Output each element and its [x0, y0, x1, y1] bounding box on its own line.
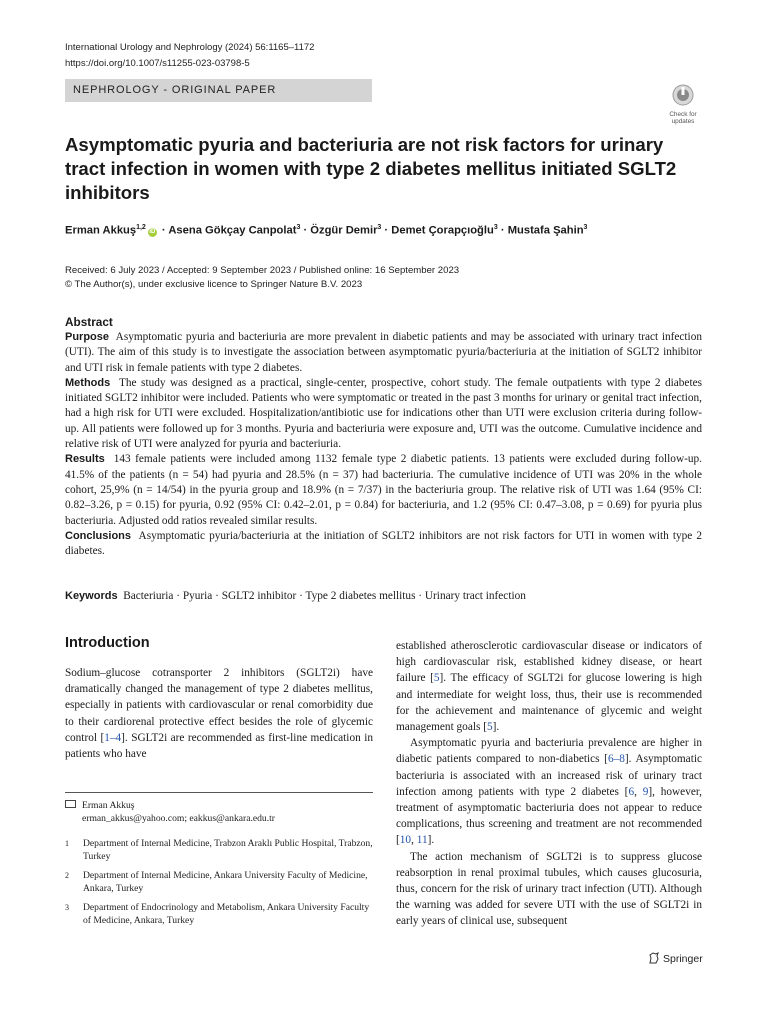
conclusions-label: Conclusions	[65, 529, 132, 542]
body-text: ,	[634, 785, 643, 798]
citation-link[interactable]: 6–8	[607, 753, 625, 766]
section-heading-introduction: Introduction	[65, 635, 150, 651]
conclusions-text: Asymptomatic pyuria/bacteriuria at the initiation of SGLT2 inhibitors are not risk factors for UTI in women with type 2 diabetes.	[65, 529, 702, 558]
purpose-label: Purpose	[65, 331, 110, 343]
body-paragraph	[396, 638, 702, 735]
corresponding-author-email[interactable]: erman_akkus@yahoo.com; eakkus@ankara.edu.tr	[82, 813, 275, 824]
corresponding-author	[65, 799, 373, 825]
springer-horse-icon	[648, 952, 660, 964]
author-name[interactable]: Erman Akkuş	[65, 224, 137, 237]
methods-text: The study was designed as a practical, single-center, prospective, cohort study. The female outpatients with type 2 diabetes initiated SGLT2 inhibitor were included. Patients who were symptomatic or treated in the past 3 months for urinary or genital tract infection, had a high risk for UTI were excluded. Hospitalization/antibiotic use for indications other than UTI were exclusion criteria during follow-up. All patients were followed up for 3 months. Pyuria and bacteriuria were exposure and, UTI was the outcome. Cumulative incidence and relative risk of UTI were analyzed for pyuria and bacteriuria.	[65, 376, 702, 451]
body-column-left	[65, 665, 373, 762]
keywords-text: Bacteriuria · Pyuria · SGLT2 inhibitor · Type 2 diabetes mellitus · Urinary tract infection	[123, 590, 526, 602]
author-affiliation-sup: 3	[377, 224, 382, 231]
body-text: ].	[492, 721, 500, 734]
author-affiliation-sup: 3	[296, 224, 301, 231]
results-text: 143 female patients were included among 1132 female type 2 diabetic patients. 13 patients were excluded during follow-up. 41.5% of the patients (n = 54) had pyuria and 28.5% (n = 37) had bacteriuria. The cumulative incidence of UTI was 20% in the whole cohort, 25,9% (n = 14/54) in the pyuria group and 18.9% (n = 7/37) in the bacteriuria group. The relative risk of UTI was 1.64 (95% CI: 0.82–3.26, p = 0.15) for pyuria, 0.92 (95% CI: 0.42–2.01, p = 0.84) for bacteriuria, and 1.2 (95% CI: 0.47–3.08, p = 0.69) for pyuria plus bacteriuria. Adjusted odd ratios revealed similar results.	[65, 453, 702, 527]
article-dates	[65, 264, 459, 292]
abstract-results	[65, 452, 702, 528]
citation-link[interactable]: 5	[486, 721, 493, 734]
journal-name: International Urology and Nephrology (2024) 56:1165–1172	[65, 42, 315, 53]
affiliation-2	[65, 869, 373, 895]
publisher-logo	[648, 952, 703, 965]
abstract-methods	[65, 376, 702, 452]
citation-link[interactable]: 1–4	[104, 731, 122, 744]
citation-link[interactable]: 10	[399, 834, 412, 847]
author-affiliation-sup: 3	[493, 224, 498, 231]
section-banner: NEPHROLOGY - ORIGINAL PAPER	[65, 79, 372, 102]
publication-history: Received: 6 July 2023 / Accepted: 9 September 2023 / Published online: 16 September 2023	[65, 265, 460, 276]
body-text: ]. The efficacy of SGLT2i for glucose lowering is high and intermediate for weight loss, thus, their use is recommended for the achievement and maintenance of glycemic and weight management goals [	[396, 672, 702, 734]
body-text: ], however, treatment of asymptomatic bacteriuria does not appear to reduce complications, thus screening and treatment are not recommended [	[396, 785, 702, 847]
body-text: ,	[411, 834, 417, 847]
author-list	[65, 224, 587, 237]
author-affiliation-sup: 3	[583, 224, 588, 231]
affiliation-number: 3	[65, 903, 69, 912]
body-text: established atherosclerotic cardiovascular disease or indicators of high cardiovascular risk, established kidney disease, or heart failure [	[396, 640, 702, 685]
abstract-conclusions	[65, 529, 702, 560]
body-column-right	[396, 638, 702, 930]
affiliation-text: Department of Internal Medicine, Trabzon Araklı Public Hospital, Trabzon, Turkey	[83, 838, 373, 862]
citation-link[interactable]: 11	[416, 834, 428, 847]
citation-link[interactable]: 9	[642, 785, 649, 798]
crossmark-label-1: Check for	[669, 111, 697, 118]
citation-link[interactable]: 6	[628, 785, 635, 798]
author-name[interactable]: · Mustafa Şahin	[497, 224, 584, 237]
abstract-heading: Abstract	[65, 315, 113, 329]
author-name[interactable]: · Özgür Demir	[300, 224, 378, 237]
abstract	[65, 314, 702, 559]
copyright-notice: © The Author(s), under exclusive licence to Springer Nature B.V. 2023	[65, 279, 363, 290]
publisher-name: Springer	[663, 953, 703, 965]
abstract-purpose	[65, 330, 702, 376]
affiliation-3	[65, 901, 373, 927]
affiliation-text: Department of Endocrinology and Metabolism, Ankara University Faculty of Medicine, Ankara, Turkey	[83, 902, 370, 926]
methods-label: Methods	[65, 376, 111, 389]
body-text: ]. Asymptomatic bacteriuria is associated with an increased risk of urinary tract infection among patients with type 2 diabetes [	[396, 753, 702, 798]
body-text: Sodium–glucose cotransporter 2 inhibitors (SGLT2i) have dramatically changed the management of type 2 diabetes mellitus, especially in patients with cardiovascular or renal comorbidity due to their cardiorenal protective effect besides the role of glycemic control [	[65, 667, 373, 744]
keywords	[65, 590, 702, 602]
orcid-icon[interactable]: iD	[149, 228, 156, 235]
purpose-text: Asymptomatic pyuria and bacteriuria are more prevalent in diabetic patients and may be associated with urinary tract infection (UTI). The aim of this study is to investigate the association between asymptomatic pyuria/bacteriuria at the initiation of SGLT2 inhibitor and UTI risk in female patients with type 2 diabetes.	[65, 331, 702, 374]
body-text: Asymptomatic pyuria and bacteriuria prevalence are higher in diabetic patients compared to non-diabetics [	[396, 737, 702, 766]
body-paragraph	[65, 665, 373, 762]
article-title: Asymptomatic pyuria and bacteriuria are not risk factors for urinary tract infection in women with type 2 diabetes mellitus initiated SGLT2 inhibitors	[65, 134, 677, 203]
affiliation-text: Department of Internal Medicine, Ankara University Faculty of Medicine, Ankara, Turkey	[83, 870, 368, 894]
crossmark-icon	[672, 84, 694, 106]
footnote-divider	[65, 792, 373, 793]
corresponding-author-name: Erman Akkuş	[82, 800, 135, 811]
body-text: ].	[427, 834, 435, 847]
author-name[interactable]: · Demet Çorapçıoğlu	[381, 224, 494, 237]
body-paragraph: The action mechanism of SGLT2i is to suppress glucose reabsorption in renal proximal tubules, which causes glucosuria, thus, concern for the risk of urinary tract infection (UTI). Although the warning was added for severe UTI with the use of SGLT2i in early years of clinical use, subsequent	[396, 850, 702, 928]
crossmark-label-2: updates	[671, 118, 695, 125]
results-label: Results	[65, 453, 105, 466]
affiliation-number: 2	[65, 871, 69, 880]
author-affiliation-sup: 1,2	[136, 224, 146, 231]
envelope-icon	[65, 800, 76, 808]
body-text: ]. SGLT2i are recommended as first-line medication in patients who have	[65, 731, 373, 761]
doi-link[interactable]: https://doi.org/10.1007/s11255-023-03798-5	[65, 58, 250, 69]
body-paragraph	[396, 735, 702, 848]
author-name[interactable]: · Asena Gökçay Canpolat	[158, 224, 297, 237]
keywords-label: Keywords	[65, 590, 118, 602]
affiliation-1	[65, 837, 373, 863]
citation-link[interactable]: 5	[433, 672, 440, 685]
journal-citation	[65, 40, 314, 72]
affiliation-number: 1	[65, 839, 69, 848]
check-for-updates-badge[interactable]	[664, 84, 702, 124]
